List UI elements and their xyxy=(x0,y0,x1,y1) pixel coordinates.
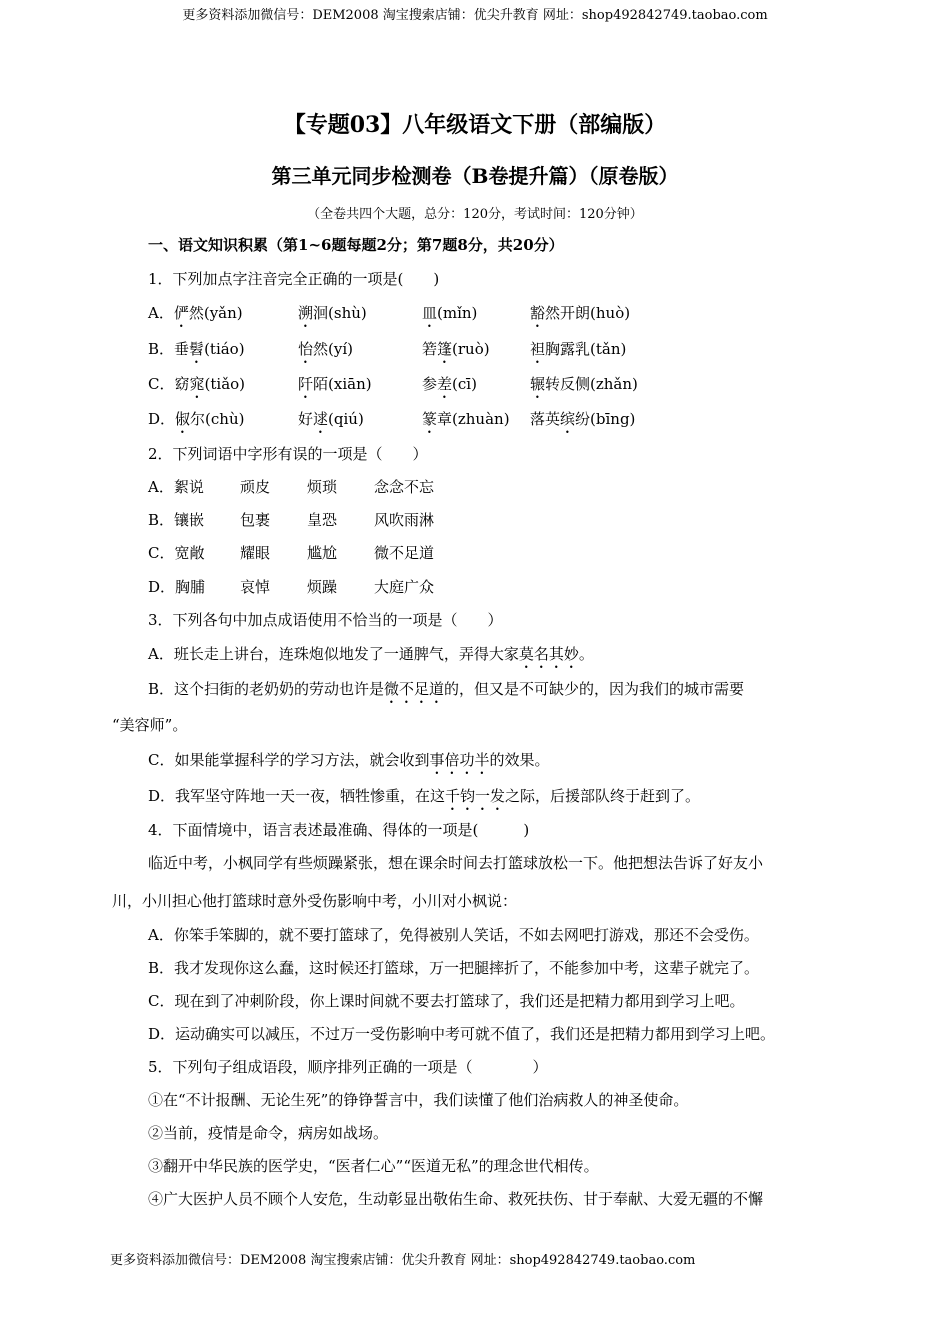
word-text: 絮说 xyxy=(173,478,204,496)
question-5-sentence-1: ①在“不计报酬、无论生死”的铮铮誓言中，我们读懂了他们治病救人的神圣使命。 xyxy=(148,1091,689,1109)
option-text: A．班长走上讲台，连珠炮似地发了一通脾气，弄得大家 xyxy=(148,645,519,663)
option-word xyxy=(148,509,204,530)
option-word xyxy=(374,542,434,563)
option-label: C． xyxy=(148,375,175,393)
dotted-character: 怡 xyxy=(298,340,314,358)
word-text: 大庭广众 xyxy=(374,578,435,596)
question-5-sentence-3: ③翻开中华民族的医学史，“医者仁心”“医道无私”的理念世代相传。 xyxy=(148,1157,599,1175)
option-word xyxy=(148,542,205,563)
question-3-option-b xyxy=(148,678,744,707)
option-word xyxy=(374,576,434,597)
option-item xyxy=(422,338,490,367)
word-text: 胸脯 xyxy=(175,578,206,596)
dotted-idiom: 事倍功半 xyxy=(429,751,490,769)
option-item xyxy=(148,302,243,331)
option-item xyxy=(530,373,638,402)
option-text: 然开朗(huò) xyxy=(545,304,631,322)
word-text: 耀眼 xyxy=(240,544,271,562)
option-text: B．这个扫街的老奶奶的劳动也许是 xyxy=(148,680,385,698)
option-word xyxy=(240,476,270,497)
option-text: 窈 xyxy=(174,375,190,393)
word-text: 尴尬 xyxy=(307,544,338,562)
word-text: 微不足道 xyxy=(374,544,435,562)
option-text: 转反侧(zhǎn) xyxy=(545,375,638,393)
page-header: 更多资料添加微信号：DEM2008 淘宝搜索店铺：优尖升教育 网址：shop492842749.taobao.com xyxy=(182,8,768,23)
option-item xyxy=(148,373,245,402)
option-item xyxy=(422,373,477,402)
option-word xyxy=(240,509,270,530)
dotted-idiom: 千钧一发 xyxy=(445,787,506,805)
question-1-stem: 1．下列加点字注音完全正确的一项是( ) xyxy=(148,270,440,288)
option-label: A． xyxy=(148,304,174,322)
word-text: 顽皮 xyxy=(240,478,271,496)
option-label: D． xyxy=(148,578,176,596)
option-text: 之际，后援部队终于赶到了。 xyxy=(505,787,701,805)
question-3-option-b-continued: “美容师”。 xyxy=(112,716,188,734)
dotted-character: 俨 xyxy=(173,304,189,322)
option-item xyxy=(298,302,367,331)
option-word xyxy=(148,476,204,497)
word-text: 哀悼 xyxy=(240,578,271,596)
option-text: (qiú) xyxy=(328,410,364,428)
option-text: 的，但又是不可缺少的，因为我们的城市需要 xyxy=(444,680,745,698)
page-subtitle: 第三单元同步检测卷（B卷提升篇）（原卷版） xyxy=(271,164,679,188)
option-label: C． xyxy=(148,544,175,562)
question-4-context-continued: 川，小川担心他打篮球时意外受伤影响中考，小川对小枫说： xyxy=(112,892,518,910)
option-text: (mǐn) xyxy=(437,304,478,322)
word-text: 镶嵌 xyxy=(174,511,205,529)
option-word xyxy=(307,476,337,497)
word-text: 风吹雨淋 xyxy=(374,511,435,529)
option-item xyxy=(422,302,477,331)
question-3-option-c xyxy=(148,749,550,778)
dotted-character: 窕 xyxy=(189,375,205,393)
option-text: C．如果能掌握科学的学习方法，就会收到 xyxy=(148,751,430,769)
option-text: 。 xyxy=(578,645,594,663)
option-word xyxy=(374,476,434,497)
question-4-stem: 4．下面情境中，语言表述最准确、得体的一项是( ) xyxy=(148,821,530,839)
dotted-character: 篆 xyxy=(422,410,438,428)
dotted-character: 差 xyxy=(437,375,453,393)
option-word xyxy=(374,509,434,530)
option-word xyxy=(148,576,205,597)
option-text: 落英 xyxy=(530,410,561,428)
question-3-option-a xyxy=(148,643,594,672)
option-text: 胸露乳(tǎn) xyxy=(545,340,627,358)
dotted-character: 篷 xyxy=(437,340,453,358)
question-4-option-b: B．我才发现你这么蠢，这时候还打篮球，万一把腿摔折了，不能参加中考，这辈子就完了。 xyxy=(148,959,760,977)
option-text: 的效果。 xyxy=(489,751,550,769)
question-5-stem: 5．下列句子组成语段，顺序排列正确的一项是（ ） xyxy=(148,1058,548,1076)
option-item xyxy=(530,302,630,331)
option-text: 章(zhuàn) xyxy=(437,410,510,428)
word-text: 念念不忘 xyxy=(374,478,435,496)
question-5-sentence-4: ④广大医护人员不顾个人安危，生动彰显出敬佑生命、救死扶伤、甘于奉献、大爱无疆的不懈 xyxy=(148,1190,764,1208)
option-text: 尔(chù) xyxy=(190,410,245,428)
dotted-character: 皿 xyxy=(422,304,438,322)
option-text: D．我军坚守阵地一天一夜，牺牲惨重，在这 xyxy=(148,787,446,805)
option-label: A． xyxy=(148,478,174,496)
page-footer: 更多资料添加微信号：DEM2008 淘宝搜索店铺：优尖升教育 网址：shop492842749.taobao.com xyxy=(110,1253,696,1268)
option-item xyxy=(298,373,372,402)
option-text: (tiǎo) xyxy=(204,375,246,393)
dotted-idiom: 莫名其妙 xyxy=(518,645,579,663)
option-word xyxy=(240,542,270,563)
word-text: 烦躁 xyxy=(307,578,338,596)
option-text: 垂 xyxy=(174,340,190,358)
question-4-option-a: A．你笨手笨脚的，就不要打篮球了，免得被别人笑话，不如去网吧打游戏，那还不会受伤。 xyxy=(148,926,759,944)
section-heading: 一、语文知识积累（第1~6题每题2分；第7题8分，共20分） xyxy=(148,236,564,254)
dotted-character: 溯 xyxy=(298,304,314,322)
option-text: 然(yǎn) xyxy=(188,304,243,322)
question-5-sentence-2: ②当前，疫情是命令，病房如战场。 xyxy=(148,1124,389,1142)
option-label: D． xyxy=(148,410,176,428)
word-text: 烦琐 xyxy=(307,478,338,496)
page-title: 【专题03】八年级语文下册（部编版） xyxy=(283,112,667,138)
option-item xyxy=(148,338,245,367)
exam-note: （全卷共四个大题，总分：120分，考试时间：120分钟） xyxy=(307,207,643,222)
option-text: (tiáo) xyxy=(204,340,245,358)
question-3-option-d xyxy=(148,785,700,814)
option-word xyxy=(307,576,337,597)
dotted-idiom: 微不足道 xyxy=(384,680,445,698)
option-item xyxy=(530,338,626,367)
dotted-character: 袒 xyxy=(530,340,546,358)
option-item xyxy=(148,408,244,437)
dotted-character: 阡 xyxy=(298,375,314,393)
dotted-character: 缤 xyxy=(560,410,576,428)
word-text: 宽敞 xyxy=(174,544,205,562)
option-text: 参 xyxy=(422,375,438,393)
word-text: 包裹 xyxy=(240,511,271,529)
option-text: (cī) xyxy=(452,375,477,393)
option-text: (ruò) xyxy=(452,340,490,358)
option-text: 然(yí) xyxy=(313,340,353,358)
dotted-character: 逑 xyxy=(313,410,329,428)
option-text: 洄(shù) xyxy=(313,304,367,322)
dotted-character: 俶 xyxy=(175,410,191,428)
option-text: 箬 xyxy=(422,340,438,358)
dotted-character: 豁 xyxy=(530,304,546,322)
option-item xyxy=(530,408,635,437)
question-2-stem: 2．下列词语中字形有误的一项是（ ） xyxy=(148,445,428,463)
option-word xyxy=(307,542,337,563)
option-word xyxy=(240,576,270,597)
option-item xyxy=(422,408,510,437)
dotted-character: 辗 xyxy=(530,375,546,393)
question-4-context: 临近中考，小枫同学有些烦躁紧张，想在课余时间去打篮球放松一下。他把想法告诉了好友小 xyxy=(148,854,764,872)
option-item xyxy=(298,408,364,437)
option-text: 陌(xiān) xyxy=(313,375,372,393)
option-word xyxy=(307,509,337,530)
question-4-option-c: C．现在到了冲刺阶段，你上课时间就不要去打篮球了，我们还是把精力都用到学习上吧。 xyxy=(148,992,745,1010)
question-3-stem: 3．下列各句中加点成语使用不恰当的一项是（ ） xyxy=(148,611,503,629)
option-text: 纷(bīng) xyxy=(575,410,636,428)
option-label: B． xyxy=(148,340,175,358)
dotted-character: 髫 xyxy=(189,340,205,358)
option-text: 好 xyxy=(298,410,314,428)
question-4-option-d: D．运动确实可以减压，不过万一受伤影响中考可就不值了，我们还是把精力都用到学习上吧。 xyxy=(148,1025,776,1043)
option-item xyxy=(298,338,353,367)
option-label: B． xyxy=(148,511,175,529)
word-text: 皇恐 xyxy=(307,511,338,529)
